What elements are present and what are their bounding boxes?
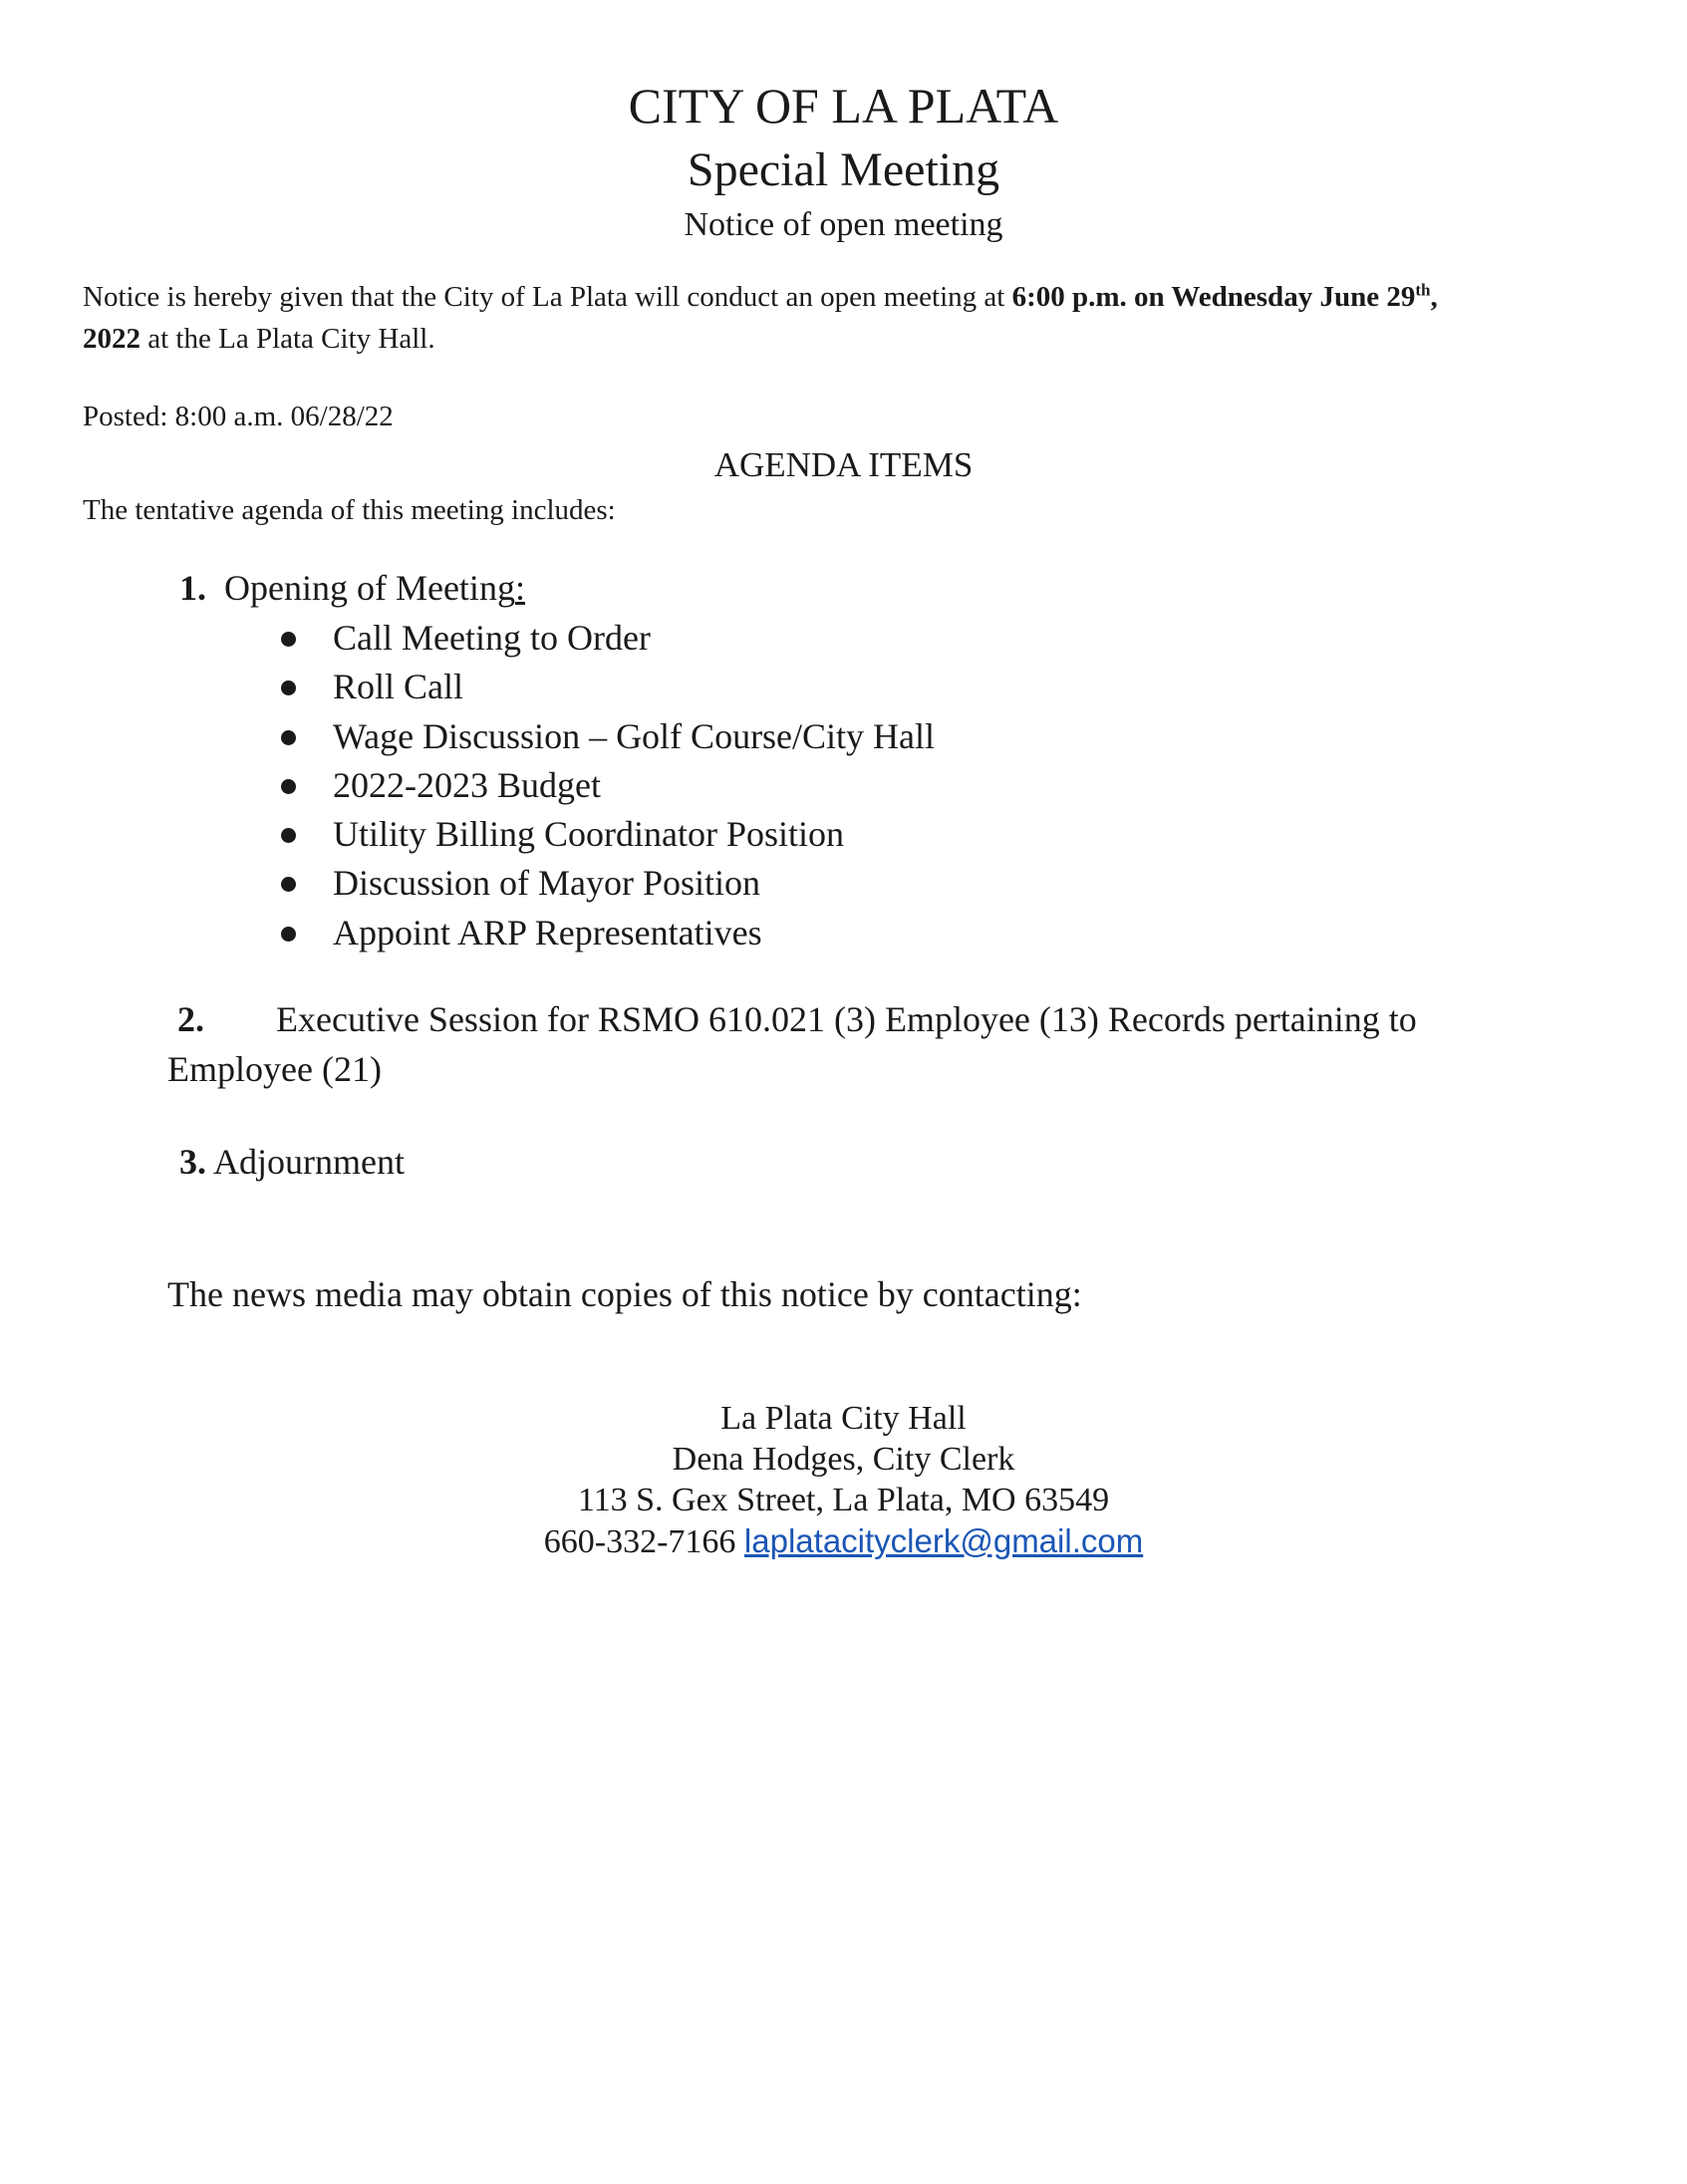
list-item: [279, 810, 935, 859]
contact-address: 113 S. Gex Street, La Plata, MO 63549: [577, 1482, 1110, 1518]
opening-subitems-list: [279, 614, 935, 957]
agenda-item-colon: :: [514, 568, 525, 608]
contact-phone: 660-332-7166: [543, 1523, 736, 1560]
meeting-time: 6:00 p.m. on Wednesday June 29: [1011, 281, 1416, 313]
bullet-icon: [281, 877, 296, 892]
meeting-year: 2022: [83, 323, 141, 355]
agenda-item-label: Adjournment: [213, 1142, 405, 1182]
list-item-text: Discussion of Mayor Position: [333, 863, 761, 904]
agenda-item-number: 3.: [179, 1142, 206, 1182]
bullet-icon: [281, 632, 296, 647]
agenda-item-3: [179, 1139, 405, 1185]
list-item-text: Appoint ARP Representatives: [333, 912, 762, 953]
intro-comma: ,: [1430, 281, 1438, 313]
bullet-icon: [281, 681, 296, 695]
list-item: [279, 712, 935, 761]
contact-person: Dena Hodges, City Clerk: [672, 1441, 1015, 1478]
list-item-text: 2022-2023 Budget: [333, 764, 601, 805]
posted-timestamp: Posted: 8:00 a.m. 06/28/22: [83, 401, 394, 432]
list-item-text: Call Meeting to Order: [333, 618, 651, 658]
agenda-item-label: Opening of Meeting: [224, 568, 515, 608]
list-item: [279, 761, 935, 810]
agenda-item-number: 2.: [177, 999, 204, 1039]
list-item: [279, 909, 935, 957]
contact-office: La Plata City Hall: [720, 1400, 967, 1437]
agenda-item-text: Executive Session for RSMO 610.021 (3) Employee (13) Records pertaining to: [276, 999, 1417, 1039]
intro-text-before: Notice is hereby given that the City of La Plata will conduct an open meeting at: [83, 281, 1012, 313]
agenda-item-number: 1.: [179, 568, 206, 608]
agenda-item-2: [177, 996, 1417, 1042]
bullet-icon: [281, 927, 296, 942]
agenda-item-2-continuation: Employee (21): [167, 1049, 382, 1089]
media-notice: The news media may obtain copies of this notice by contacting:: [167, 1274, 1082, 1314]
agenda-heading: AGENDA ITEMS: [713, 445, 974, 484]
list-item-text: Utility Billing Coordinator Position: [333, 814, 845, 855]
document-title: CITY OF LA PLATA: [628, 78, 1059, 134]
notice-type-heading: Notice of open meeting: [684, 206, 1003, 243]
bullet-icon: [281, 828, 296, 843]
contact-phone-email: [0, 1520, 1687, 1562]
meeting-type-heading: Special Meeting: [687, 143, 1000, 196]
list-item-text: Roll Call: [333, 667, 464, 707]
bullet-icon: [281, 779, 296, 794]
ordinal-suffix: th: [1415, 280, 1431, 300]
list-item: [279, 663, 935, 711]
agenda-item-1: [179, 565, 525, 611]
list-item-text: Wage Discussion – Golf Course/City Hall: [333, 715, 936, 756]
list-item: [279, 614, 935, 663]
agenda-intro: The tentative agenda of this meeting includes:: [83, 494, 616, 526]
contact-email-link[interactable]: laplatacityclerk@gmail.com: [743, 1522, 1144, 1559]
intro-text-after: at the La Plata City Hall.: [141, 323, 435, 355]
bullet-icon: [281, 730, 296, 745]
intro-paragraph: [83, 276, 1617, 360]
list-item: [279, 859, 935, 908]
